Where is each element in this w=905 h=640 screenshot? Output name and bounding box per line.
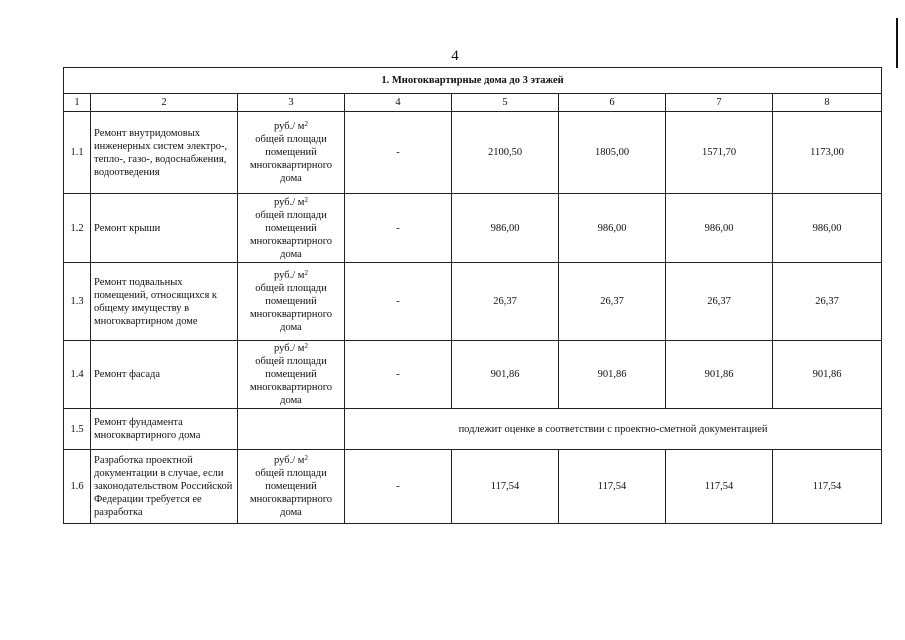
table-row <box>64 112 882 194</box>
unit-line: дома <box>280 507 302 518</box>
work-type: Разработка проектной документации в случае, если законодательством Российской Федерации требуется ее разработка <box>91 450 238 524</box>
unit-main: руб./ м <box>274 121 305 132</box>
unit-cell <box>238 450 345 524</box>
unit-line: дома <box>280 322 302 333</box>
unit-line: дома <box>280 173 302 184</box>
col4-value: - <box>345 450 452 524</box>
table-row <box>64 409 882 450</box>
unit-line: многоквартирного <box>249 494 333 505</box>
price-value: 117,54 <box>773 450 882 524</box>
price-value: 117,54 <box>452 450 559 524</box>
work-type: Ремонт подвальных помещений, относящихся к общему имуществу в многоквартирном доме <box>91 263 238 341</box>
unit-main: руб./ м <box>274 270 305 281</box>
unit-sup: 2 <box>304 342 308 350</box>
column-number: 4 <box>345 94 452 112</box>
unit-sup: 2 <box>304 269 308 277</box>
table-row <box>64 194 882 263</box>
unit-cell <box>238 194 345 263</box>
row-number: 1.4 <box>64 341 91 409</box>
page-number: 4 <box>451 48 459 64</box>
column-number: 1 <box>64 94 91 112</box>
row-number: 1.2 <box>64 194 91 263</box>
price-value: 986,00 <box>666 194 773 263</box>
row-number: 1.6 <box>64 450 91 524</box>
price-value: 986,00 <box>452 194 559 263</box>
price-value: 26,37 <box>773 263 882 341</box>
price-value: 901,86 <box>559 341 666 409</box>
unit-line: дома <box>280 395 302 406</box>
unit-sup: 2 <box>304 120 308 128</box>
price-value: 26,37 <box>559 263 666 341</box>
unit-sup: 2 <box>304 454 308 462</box>
unit-line: многоквартирного <box>249 382 333 393</box>
unit-cell <box>238 112 345 194</box>
unit-line: многоквартирного <box>249 160 333 171</box>
price-value: 117,54 <box>666 450 773 524</box>
column-number: 2 <box>91 94 238 112</box>
table-row <box>64 341 882 409</box>
unit-cell <box>238 263 345 341</box>
price-value: 986,00 <box>773 194 882 263</box>
price-value: 1173,00 <box>773 112 882 194</box>
column-number: 6 <box>559 94 666 112</box>
unit-line: помещений <box>265 296 317 307</box>
row-number: 1.5 <box>64 409 91 450</box>
price-value: 117,54 <box>559 450 666 524</box>
unit-line: общей площади <box>255 134 327 145</box>
table-row <box>64 263 882 341</box>
unit-line: помещений <box>265 222 317 234</box>
row-number: 1.1 <box>64 112 91 194</box>
unit-line: помещений <box>265 369 317 380</box>
column-number: 3 <box>238 94 345 112</box>
unit-cell-empty <box>238 409 345 450</box>
unit-line: общей площади <box>255 209 327 221</box>
unit-line: многоквартирного <box>249 309 333 320</box>
price-value: 1571,70 <box>666 112 773 194</box>
unit-line: помещений <box>265 481 317 492</box>
price-value: 26,37 <box>666 263 773 341</box>
price-value: 2100,50 <box>452 112 559 194</box>
work-type: Ремонт внутридомовых инженерных систем электро-, тепло-, газо-, водоснабжения, водоотведения <box>91 112 238 194</box>
unit-cell <box>238 341 345 409</box>
col4-value: - <box>345 341 452 409</box>
column-number: 8 <box>773 94 882 112</box>
table-row <box>64 450 882 524</box>
work-type: Ремонт фасада <box>91 341 238 409</box>
unit-line: общей площади <box>255 468 327 479</box>
column-number: 7 <box>666 94 773 112</box>
column-number-row <box>64 94 882 112</box>
row-number: 1.3 <box>64 263 91 341</box>
unit-main: руб./ м <box>274 196 305 208</box>
work-type: Ремонт крыши <box>91 194 238 263</box>
column-number: 5 <box>452 94 559 112</box>
margin-mark <box>896 18 898 68</box>
col4-value: - <box>345 112 452 194</box>
unit-line: многоквартирного <box>249 235 333 247</box>
unit-main: руб./ м <box>274 343 305 354</box>
assessment-note: подлежит оценке в соответствии с проектно-сметной документацией <box>345 409 882 450</box>
unit-line: общей площади <box>255 283 327 294</box>
unit-line: дома <box>280 248 302 260</box>
unit-line: помещений <box>265 147 317 158</box>
work-type: Ремонт фундамента многоквартирного дома <box>91 409 238 450</box>
col4-value: - <box>345 194 452 263</box>
price-value: 26,37 <box>452 263 559 341</box>
unit-main: руб./ м <box>274 455 305 466</box>
price-value: 1805,00 <box>559 112 666 194</box>
unit-sup: 2 <box>304 195 308 204</box>
col4-value: - <box>345 263 452 341</box>
price-value: 986,00 <box>559 194 666 263</box>
section-title: 1. Многоквартирные дома до 3 этажей <box>64 68 882 94</box>
price-value: 901,86 <box>773 341 882 409</box>
tariff-table <box>63 67 882 524</box>
price-value: 901,86 <box>452 341 559 409</box>
price-value: 901,86 <box>666 341 773 409</box>
unit-line: общей площади <box>255 356 327 367</box>
